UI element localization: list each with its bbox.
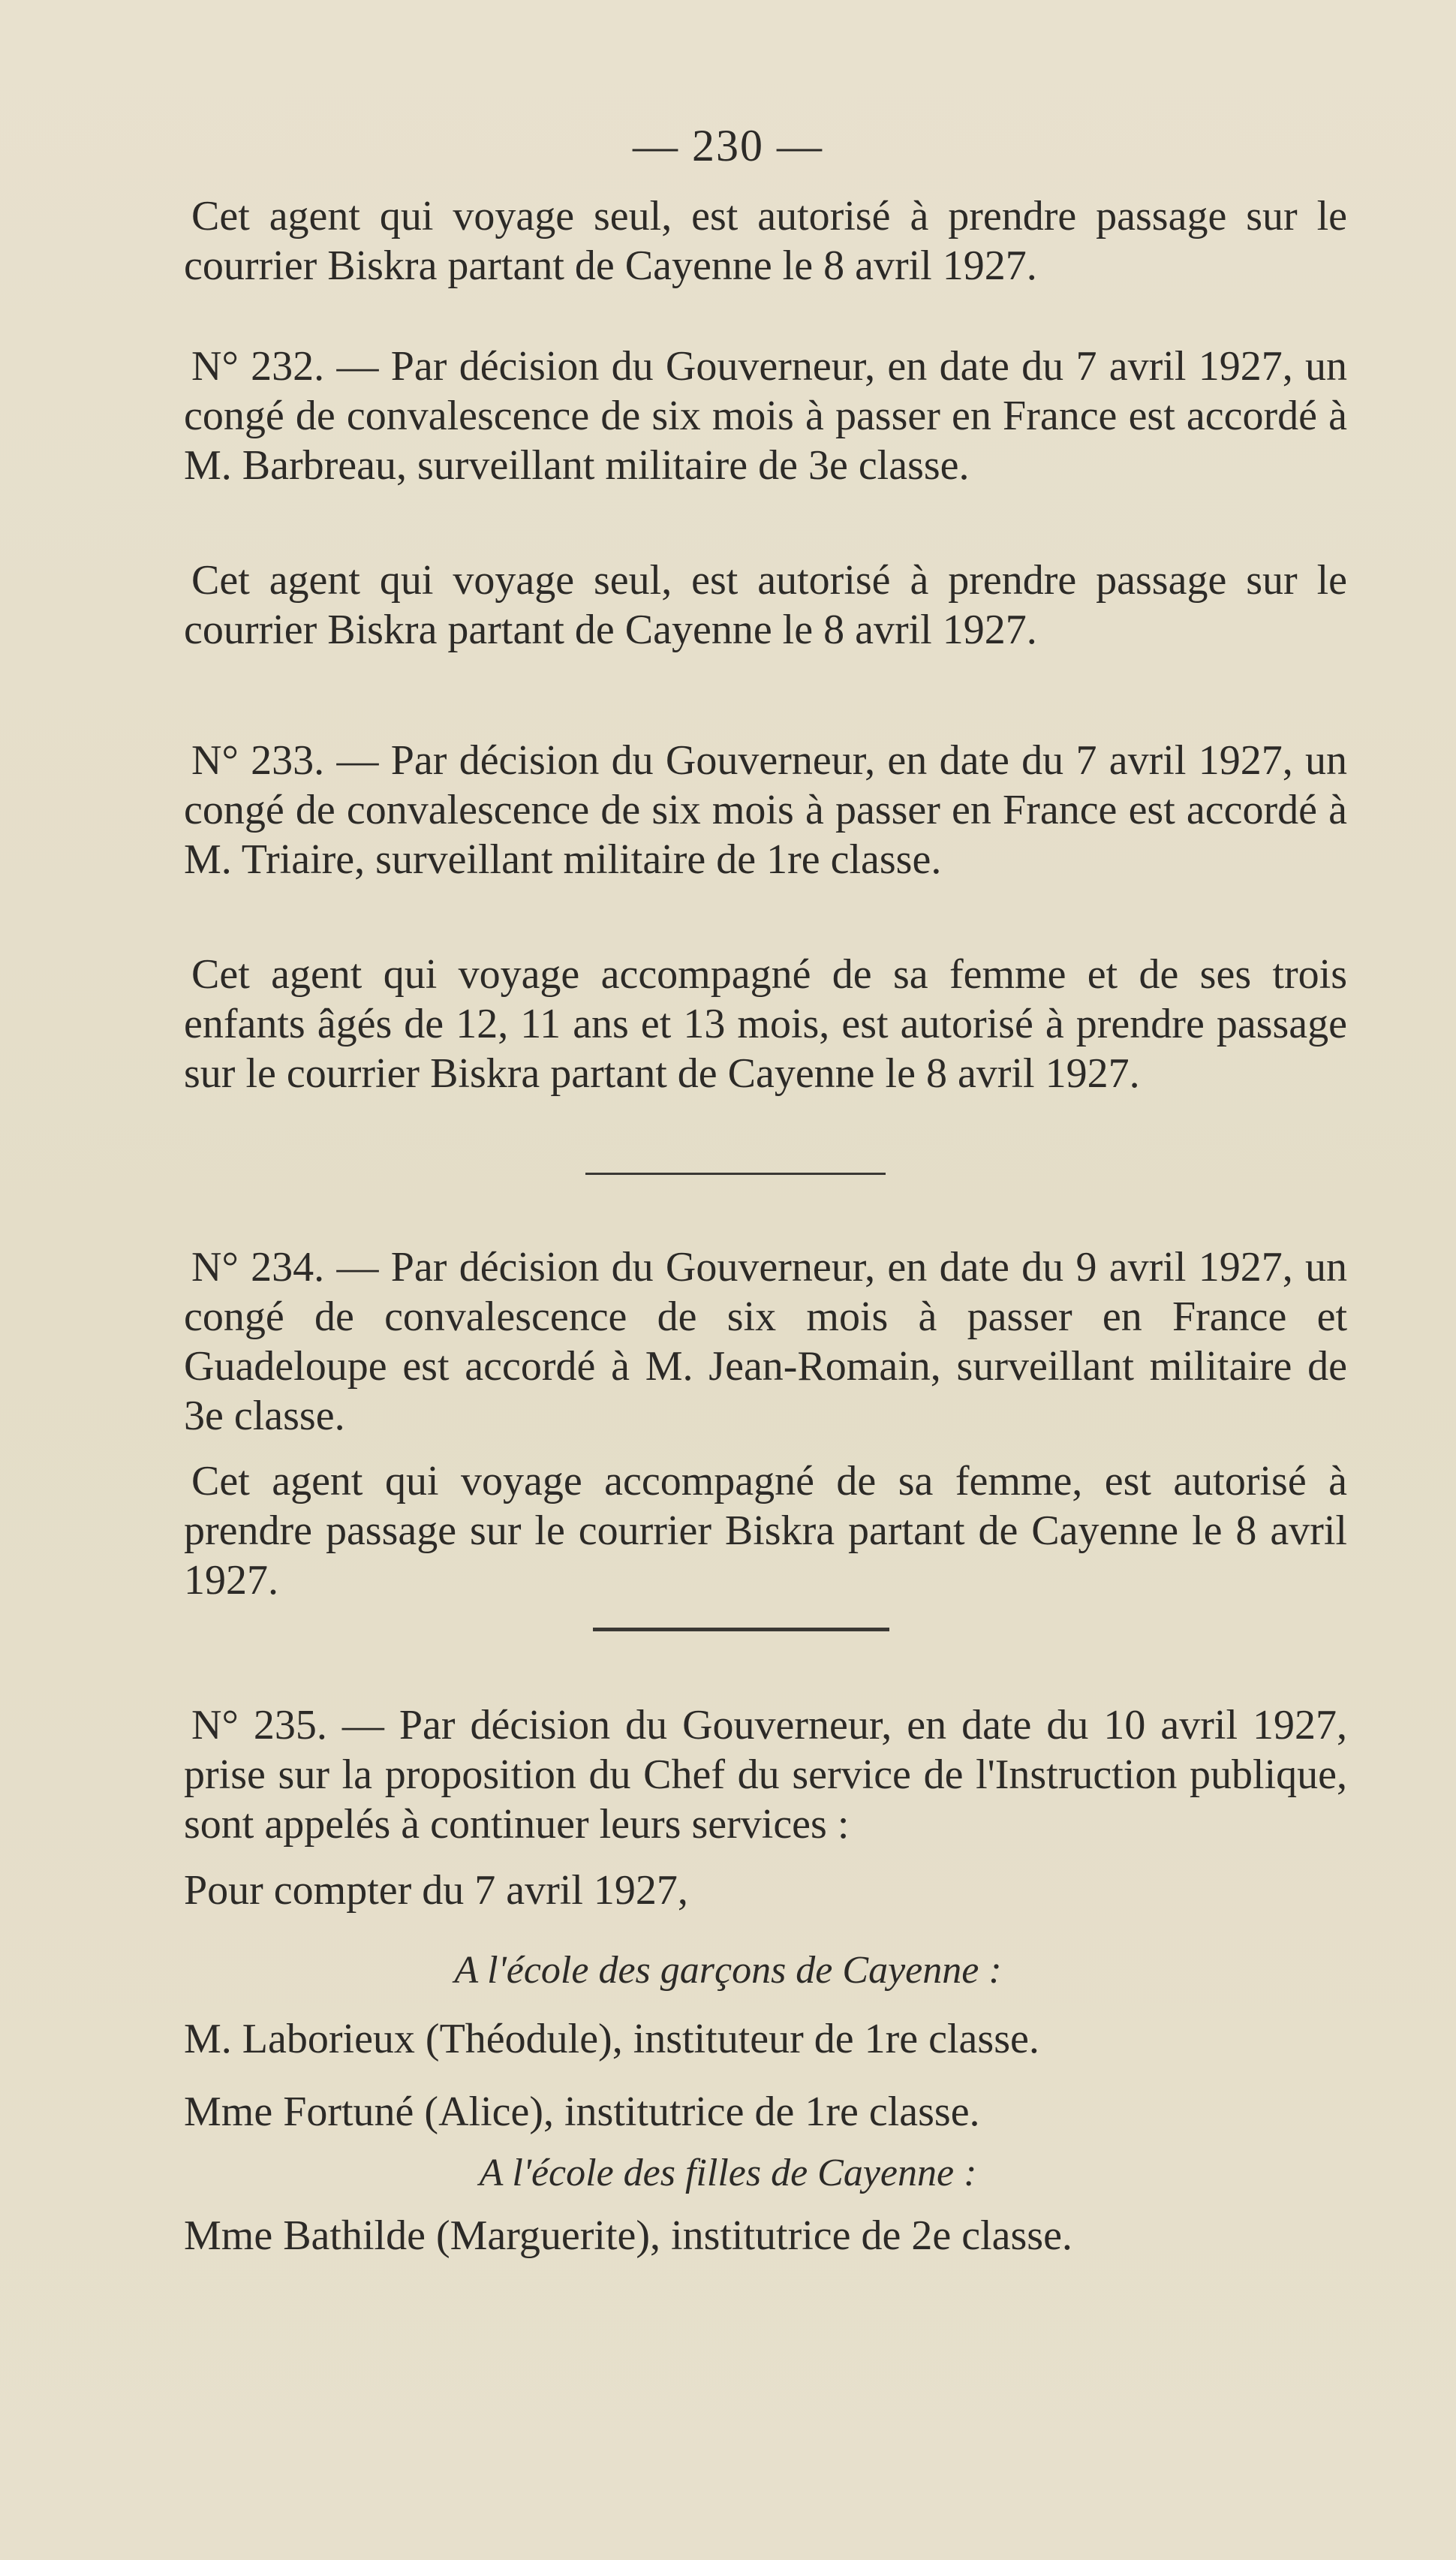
paragraph-text: N° 233. — Par décision du Gouverneur, en date du 7 avril 1927, un congé de convalescence de six mois à passer en France est accordé à M. Triaire, surveillant militaire de 1re classe. <box>184 737 1347 883</box>
decision-235 <box>184 1700 1347 1849</box>
paragraph-text: N° 235. — Par décision du Gouverneur, en date du 10 avril 1927, prise sur la proposition du Chef du service de l'Instruction publique, sont appelés à continuer leurs services : <box>184 1702 1347 1848</box>
appointment-entry: Mme Fortuné (Alice), institutrice de 1re classe. <box>184 2089 980 2135</box>
paragraph-text: N° 234. — Par décision du Gouverneur, en date du 9 avril 1927, un congé de convalescence de six mois à passer en France et Guadeloupe est accordé à M. Jean-Romain, surveillant militaire de 3e classe. <box>184 1244 1347 1439</box>
paragraph-231-travel <box>184 191 1347 291</box>
paragraph-text: N° 232. — Par décision du Gouverneur, en date du 7 avril 1927, un congé de convalescence de six mois à passer en France est accordé à M. Barbreau, surveillant militaire de 3e classe. <box>184 343 1347 489</box>
effective-date-line: Pour compter du 7 avril 1927, <box>184 1867 688 1914</box>
paragraph-text: Cet agent qui voyage accompagné de sa femme et de ses trois enfants âgés de 12, 11 ans et 13 mois, est autorisé à prendre passage sur le courrier Biskra partant de Cayenne le 8 avril 1927. <box>184 951 1347 1097</box>
paragraph-text: Cet agent qui voyage seul, est autorisé à prendre passage sur le courrier Biskra partant de Cayenne le 8 avril 1927. <box>184 557 1347 653</box>
school-heading-girls: A l'école des filles de Cayenne : <box>479 2152 977 2194</box>
paragraph-text: Cet agent qui voyage seul, est autorisé à prendre passage sur le courrier Biskra partant de Cayenne le 8 avril 1927. <box>184 193 1347 289</box>
appointment-entry: M. Laborieux (Théodule), instituteur de 1re classe. <box>184 2016 1039 2062</box>
decision-233 <box>184 736 1347 884</box>
page-number: — 230 — <box>633 121 823 170</box>
section-divider <box>585 1173 886 1175</box>
section-divider <box>593 1628 889 1631</box>
paragraph-233-travel <box>184 950 1347 1098</box>
appointment-entry: Mme Bathilde (Marguerite), institutrice de 2e classe. <box>184 2212 1072 2259</box>
paragraph-232-travel <box>184 556 1347 655</box>
school-heading-boys: A l'école des garçons de Cayenne : <box>454 1949 1002 1992</box>
paragraph-text: Cet agent qui voyage accompagné de sa femme, est autorisé à prendre passage sur le courrier Biskra partant de Cayenne le 8 avril 1927. <box>184 1458 1347 1604</box>
decision-232 <box>184 342 1347 490</box>
decision-234 <box>184 1242 1347 1441</box>
paragraph-234-travel <box>184 1456 1347 1605</box>
